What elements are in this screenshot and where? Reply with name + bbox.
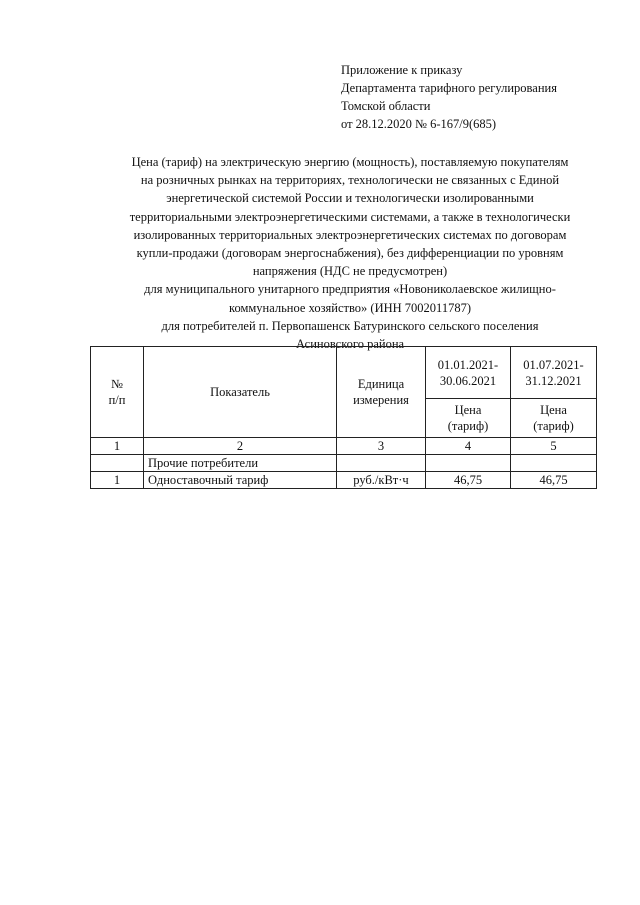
col-number-cell: 5 bbox=[511, 438, 597, 455]
title-line: Цена (тариф) на электрическую энергию (мощность), поставляемую покупателям bbox=[131, 155, 569, 169]
header-period1-cell bbox=[426, 347, 511, 399]
header-price2-cell bbox=[511, 399, 597, 438]
appendix-line: Департамента тарифного регулирования bbox=[341, 81, 557, 95]
col-number-cell: 2 bbox=[144, 438, 337, 455]
title-line: изолированных территориальных электроэнергетических системах по договорам bbox=[133, 227, 567, 242]
row-value2: 46,75 bbox=[511, 472, 597, 489]
header-period2: 01.07.2021- 31.12.2021 bbox=[523, 357, 584, 388]
title-line: коммунальное хозяйство» (ИНН 7002011787) bbox=[229, 300, 471, 315]
header-period1: 01.01.2021- 30.06.2021 bbox=[437, 357, 499, 388]
appendix-line: Томской области bbox=[341, 99, 431, 113]
col-number-cell: 3 bbox=[337, 438, 426, 455]
tariff-table bbox=[90, 346, 597, 489]
row-unit: руб./кВт·ч bbox=[337, 472, 426, 489]
section-empty-cell bbox=[426, 455, 511, 472]
col-number-cell: 1 bbox=[91, 438, 144, 455]
section-empty-cell bbox=[337, 455, 426, 472]
title-line: Асиновского района bbox=[295, 337, 405, 352]
title-line: напряжения (НДС не предусмотрен) bbox=[252, 264, 448, 279]
appendix-line: от 28.12.2020 № 6-167/9(685) bbox=[341, 117, 497, 131]
document-title bbox=[60, 153, 640, 353]
header-indicator: Показатель bbox=[210, 385, 270, 399]
header-period2-cell bbox=[511, 347, 597, 399]
section-empty-cell bbox=[91, 455, 144, 472]
row-name: Одноставочный тариф bbox=[144, 472, 337, 489]
appendix-line: Приложение к приказу bbox=[341, 63, 463, 77]
title-line: для муниципального унитарного предприятия «Новониколаевское жилищно- bbox=[144, 282, 556, 297]
header-price1-cell bbox=[426, 399, 511, 438]
section-empty-cell bbox=[511, 455, 597, 472]
title-line: для потребителей п. Первопашенск Батуринского сельского поселения bbox=[161, 318, 539, 333]
row-value1: 46,75 bbox=[426, 472, 511, 489]
header-unit: Единица измерения bbox=[353, 377, 409, 407]
title-line: на розничных рынках на территориях, технологически не связанных с Единой bbox=[140, 173, 560, 188]
header-num-cell bbox=[91, 347, 144, 438]
title-line: купли-продажи (договорам энергоснабжения), без дифференциации по уровням bbox=[136, 246, 564, 261]
header-indicator-cell bbox=[144, 347, 337, 438]
appendix-block bbox=[341, 61, 557, 133]
row-num: 1 bbox=[91, 472, 144, 489]
header-unit-cell bbox=[337, 347, 426, 438]
header-num: № п/п bbox=[108, 377, 126, 407]
header-price2: Цена (тариф) bbox=[533, 403, 574, 433]
col-number-cell: 4 bbox=[426, 438, 511, 455]
section-label: Прочие потребители bbox=[144, 455, 337, 472]
header-price1: Цена (тариф) bbox=[447, 403, 489, 433]
title-line: энергетической системой России и технологически изолированными bbox=[166, 191, 534, 206]
title-line: территориальными электроэнергетическими системами, а также в технологически bbox=[129, 209, 571, 224]
